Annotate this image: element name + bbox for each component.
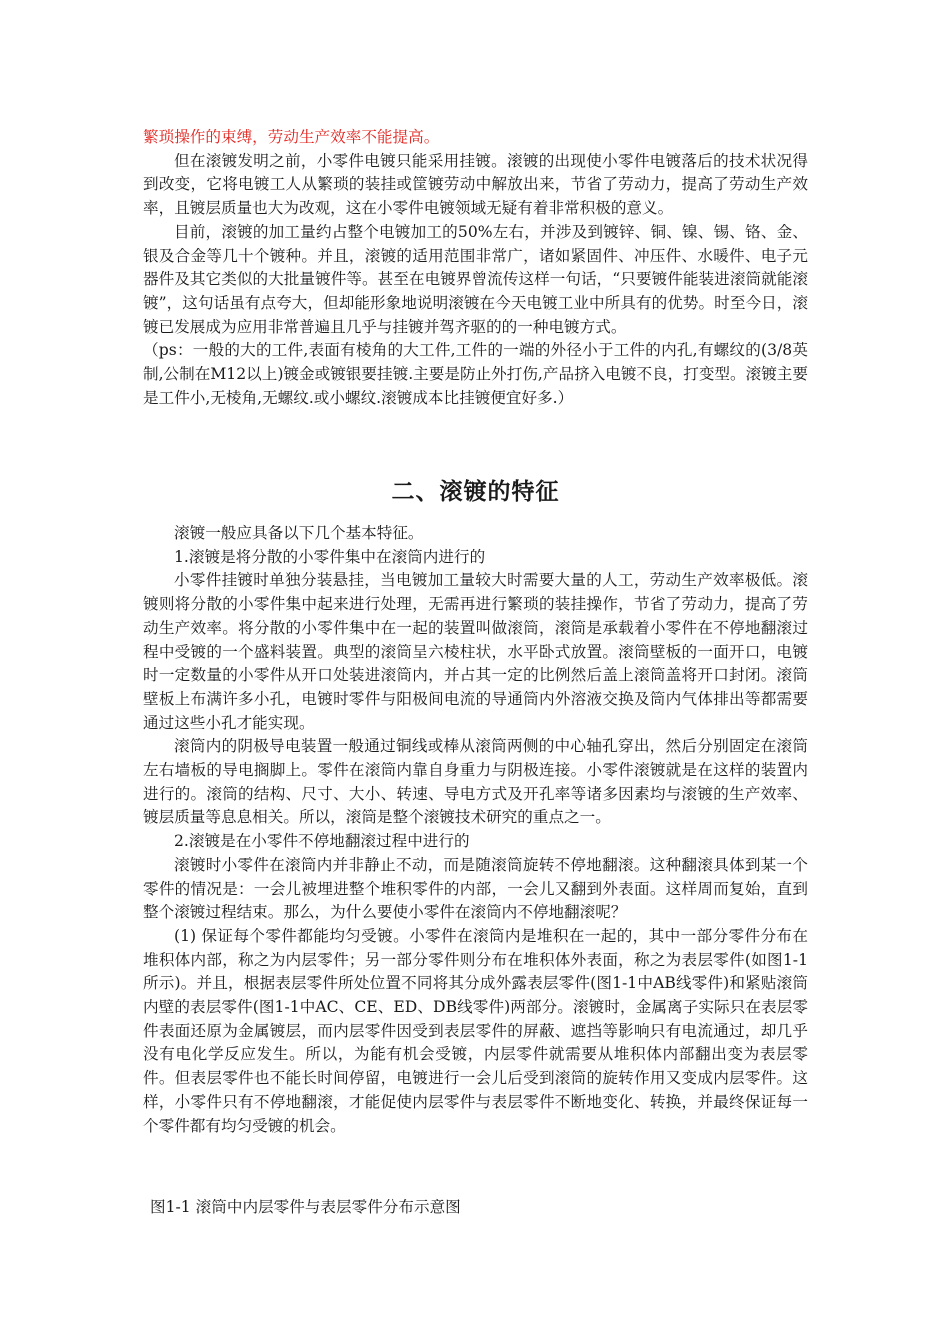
intro-red-line: 繁琐操作的束缚，劳动生产效率不能提高。 bbox=[143, 128, 440, 146]
subheading-feature-1: 1.滚镀是将分散的小零件集中在滚筒内进行的 bbox=[174, 547, 486, 566]
paragraph-current-status: 目前，滚镀的加工量约占整个电镀加工的50%左右，并涉及到镀锌、铜、镍、锡、铬、金、银及合金等几十个镀种。并且，滚镀的适用范围非常广，诸如紧固件、冲压件、水暖件、电子元器件及其它类似的大批量镀件等。甚至在电镀界曾流传这样一句话，“只要镀件能装进滚筒就能滚镀”，这句话虽有点夸大，但却能形象地说明滚镀在今天电镀工业中所具有的优势。时至今日，滚镀已发展成为应用非常普遍且几乎与挂镀并驾齐驱的的一种电镀方式。 bbox=[143, 222, 808, 336]
text-block-features bbox=[143, 522, 808, 1138]
section-heading: 二、滚镀的特征 bbox=[391, 479, 560, 505]
paragraph-features-intro: 滚镀一般应具备以下几个基本特征。 bbox=[174, 524, 424, 542]
figure-caption: 图1-1 滚筒中内层零件与表层零件分布示意图 bbox=[150, 1198, 461, 1216]
text-block-top bbox=[143, 126, 808, 410]
paragraph-cathode-device: 滚筒内的阴极导电装置一般通过铜线或棒从滚筒两侧的中心轴孔穿出，然后分别固定在滚筒左右墙板的导电搁脚上。零件在滚筒内靠自身重力与阴极连接。小零件滚镀就是在这样的装置内进行的。滚筒的结构、尺寸、大小、转速、导电方式及开孔率等诸多因素均与滚镀的生产效率、镀层质量等息息相关。所以，滚筒是整个滚镀技术研究的重点之一。 bbox=[143, 737, 808, 827]
paragraph-uniform-plating: (1) 保证每个零件都能均匀受镀。小零件在滚筒内是堆积在一起的，其中一部分零件分布在堆积体内部，称之为内层零件；另一部分零件则分布在堆积体外表面，称之为表层零件(如图1-1所示)。并且，根据表层零件所处位置不同将其分成外露表层零件(图1-1中AB线零件)和紧贴滚筒内壁的表层零件(图1-1中AC、CE、ED、DB线零件)两部分。滚镀时，金属离子实际只在表层零件表面还原为金属镀层，而内层零件因受到表层零件的屏蔽、遮挡等影响只有电流通过，却几乎没有电化学反应发生。所以，为能有机会受镀，内层零件就需要从堆积体内部翻出变为表层零件。但表层零件也不能长时间停留，电镀进行一会儿后受到滚筒的旋转作用又变成内层零件。这样，小零件只有不停地翻滚，才能促使内层零件与表层零件不断地变化、转换，并最终保证每一个零件都有均匀受镀的机会。 bbox=[143, 926, 808, 1135]
paragraph-tumbling: 滚镀时小零件在滚筒内并非静止不动，而是随滚筒旋转不停地翻滚。这种翻滚具体到某一个零件的情况是：一会儿被埋进整个堆积零件的内部，一会儿又翻到外表面。这样周而复始，直到整个滚镀过程结束。那么，为什么要使小零件在滚筒内不停地翻滚呢？ bbox=[143, 855, 808, 922]
subheading-feature-2: 2.滚镀是在小零件不停地翻滚过程中进行的 bbox=[174, 832, 470, 851]
paragraph-roll-plating-invention: 但在滚镀发明之前，小零件电镀只能采用挂镀。滚镀的出现使小零件电镀落后的技术状况得到改变，它将电镀工人从繁琐的装挂或筐镀劳动中解放出来，节省了劳动力，提高了劳动生产效率，且镀层质量也大为改观，这在小零件电镀领域无疑有着非常积极的意义。 bbox=[143, 151, 808, 218]
paragraph-barrel-concentration: 小零件挂镀时单独分装悬挂，当电镀加工量较大时需要大量的人工，劳动生产效率极低。滚镀则将分散的小零件集中起来进行处理，无需再进行繁琐的装挂操作，节省了劳动力，提高了劳动生产效率。将分散的小零件集中在一起的装置叫做滚筒，滚筒是承载着小零件在不停地翻滚过程中受镀的一个盛料装置。典型的滚筒呈六棱柱状，水平卧式放置。滚筒壁板的一面开口，电镀时一定数量的小零件从开口处装进滚筒内，并占其一定的比例然后盖上滚筒盖将开口封闭。滚筒壁板上布满许多小孔，电镀时零件与阳极间电流的导通筒内外溶液交换及筒内气体排出等都需要通过这些小孔才能实现。 bbox=[143, 571, 808, 732]
ps-note: （ps：一般的大的工件,表面有棱角的大工件,工件的一端的外径小于工件的内孔,有螺纹的(3/8英制,公制在M12以上)镀金或镀银要挂镀.主要是防止外打伤,产品挤入电镀不良，打变型。滚镀主要是工件小,无棱角,无螺纹.或小螺纹.滚镀成本比挂镀便宜好多.） bbox=[143, 341, 808, 407]
